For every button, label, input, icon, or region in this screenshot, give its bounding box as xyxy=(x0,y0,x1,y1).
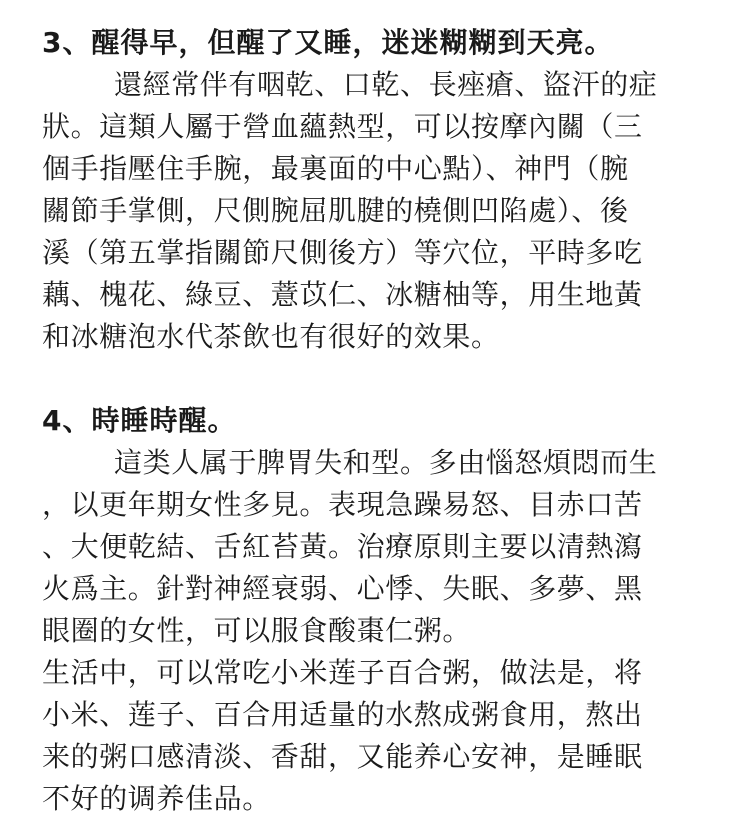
paragraph-line: 關節手掌側，尺側腕屈肌腱的橈側凹陷處）、後 xyxy=(42,194,629,227)
paragraph-line: 這类人属于脾胃失和型。多由惱怒煩悶而生 xyxy=(114,446,658,479)
paragraph-line: 個手指壓住手腕，最裏面的中心點）、神門（腕 xyxy=(42,152,629,185)
paragraph-line: ，以更年期女性多見。表現急躁易怒、目赤口苦 xyxy=(42,488,643,521)
paragraph-line: 藕、槐花、綠豆、薏苡仁、冰糖柚等，用生地黃 xyxy=(42,278,643,311)
paragraph-line: 還經常伴有咽乾、口乾、長痤瘡、盜汗的症 xyxy=(114,68,658,101)
paragraph-line: 小米、莲子、百合用适量的水熬成粥食用，熬出 xyxy=(42,698,643,731)
section-4-body xyxy=(42,442,710,820)
paragraph-line: 不好的调养佳品。 xyxy=(42,782,271,815)
paragraph-line: 眼圈的女性，可以服食酸棗仁粥。 xyxy=(42,614,472,647)
paragraph-line: 生活中，可以常吃小米莲子百合粥，做法是，将 xyxy=(42,656,643,689)
paragraph-line: 狀。這類人屬于營血蘊熱型，可以按摩內關（三 xyxy=(42,110,643,143)
section-heading-3: 3、醒得早，但醒了又睡，迷迷糊糊到天亮。 xyxy=(42,26,614,59)
paragraph-line: 火爲主。針對神經衰弱、心悸、失眠、多夢、黑 xyxy=(42,572,643,605)
section-heading-4: 4、時睡時醒。 xyxy=(42,404,237,437)
section-spacer xyxy=(42,358,710,400)
paragraph-line: 来的粥口感清淡、香甜，又能养心安神，是睡眠 xyxy=(42,740,643,773)
paragraph-line: 溪（第五掌指關節尺側後方）等穴位，平時多吃 xyxy=(42,236,643,269)
paragraph-line: 、大便乾結、舌紅苔黃。治療原則主要以清熱瀉 xyxy=(42,530,643,563)
section-3-body xyxy=(42,64,710,358)
article xyxy=(42,22,710,820)
paragraph-line: 和冰糖泡水代茶飲也有很好的效果。 xyxy=(42,320,500,353)
